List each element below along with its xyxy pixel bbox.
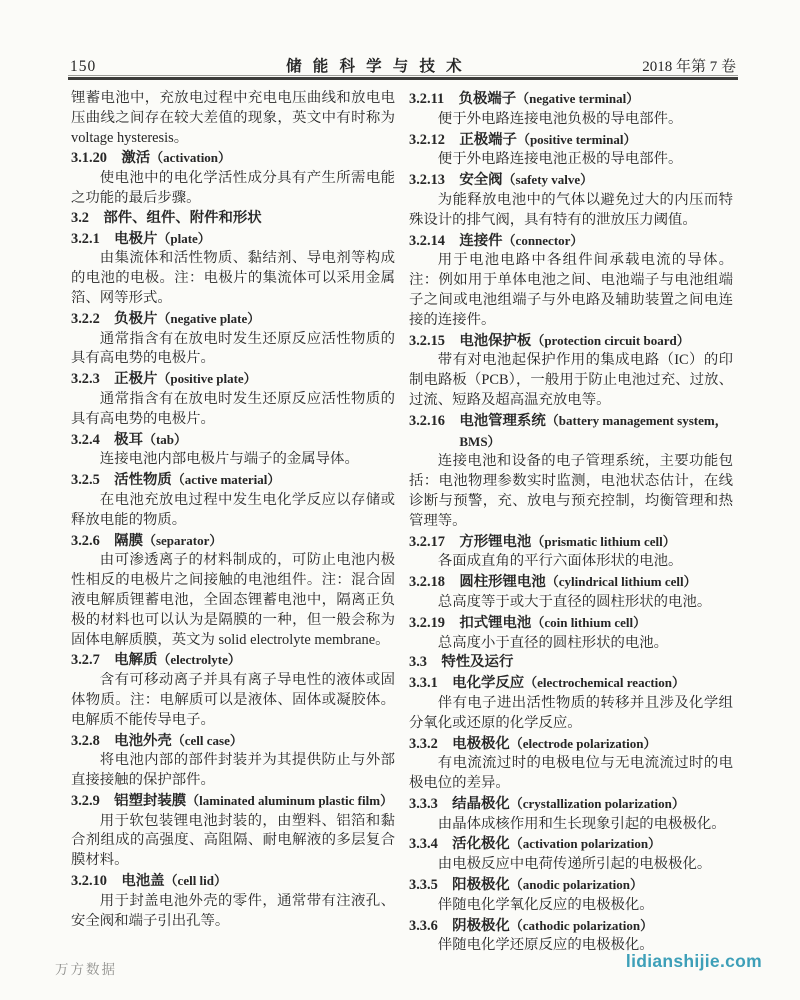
term-english: （prismatic lithium cell） (531, 533, 676, 549)
term-label: 3.2.18 圆柱形锂电池 (409, 574, 546, 591)
term-heading (409, 170, 733, 191)
term-english: （separator） (142, 532, 223, 548)
term-english: （tab） (142, 431, 188, 447)
journal-title: 储能科学与技术 (286, 58, 473, 75)
term-label: 3.2.11 负极端子 (409, 91, 517, 107)
definition-text: 由可渗透离子的材料制成的，可防止电池内极性相反的电极片之间接触的电池组件。注：混合固液电解质锂蓄电池，全固态锂蓄电池中，隔离正负极的材料也可以认为是隔膜的一种，但一般会称为固体电解质膜，英文为 solid electrolyte membrane。 (71, 552, 395, 648)
term-label: 3.2 部件、组件、附件和形状 (71, 209, 262, 226)
definition-text: 伴随电化学还原反应的电极极化。 (437, 937, 654, 954)
term-english: （crystallization polarization） (509, 795, 685, 811)
term-english: （electrolyte） (157, 652, 241, 668)
term-label: 3.3.1 电化学反应 (409, 675, 525, 692)
term-label: 3.2.8 电池外壳 (71, 732, 172, 749)
definition-text: 将电池内部的部件封装并为其提供防止与外部直接接触的保护部件。 (71, 752, 395, 789)
page-number: 150 (70, 58, 97, 75)
definition-text: 有电流流过时的电极电位与无电流流过时的电极电位的差异。 (409, 755, 733, 792)
term-heading (71, 871, 395, 892)
issue-info: 2018 年第 7 卷 (642, 59, 736, 75)
definition-text: 通常指含有在放电时发生还原反应活性物质的具有高电势的电极片。 (71, 330, 395, 367)
term-heading (409, 875, 733, 896)
term-english: （safety valve） (502, 172, 594, 188)
term-english: （cell lid） (164, 873, 228, 889)
definition-text: 在电池充放电过程中发生电化学反应以存储或释放电能的物质。 (71, 491, 395, 528)
term-heading (71, 650, 395, 671)
term-heading (409, 331, 733, 352)
term-english: （battery management system，BMS） (459, 412, 728, 449)
term-label: 3.2.6 隔膜 (71, 532, 143, 549)
term-heading (409, 653, 733, 673)
term-heading (409, 89, 733, 110)
term-label: 3.3.6 阴极极化 (409, 917, 510, 934)
term-label: 3.2.9 铝塑封装膜 (71, 792, 187, 809)
definition-text: 由晶体成核作用和生长现象引起的电极极化。 (437, 815, 726, 832)
term-english: （activation polarization） (509, 836, 662, 852)
term-heading (71, 148, 395, 169)
definition-text: 锂蓄电池中，充放电过程中充电电压曲线和放电电压曲线之间存在较大差值的现象，英文中有时称为 voltage hysteresis。 (71, 90, 395, 146)
term-heading (71, 731, 395, 752)
term-label: 3.2.10 电池盖 (71, 873, 165, 890)
term-english: （cell case） (171, 732, 243, 748)
term-heading (71, 209, 395, 229)
definition-text: 由集流体和活性物质、黏结剂、导电剂等构成的电池的电极。注：电极片的集流体可以采用金属箔、网等形式。 (71, 250, 395, 306)
page-header (70, 54, 736, 76)
term-heading (409, 532, 733, 553)
term-heading (409, 673, 733, 694)
term-heading (71, 309, 395, 330)
term-english: （electrode polarization） (509, 735, 657, 751)
definition-text: 用于封盖电池外壳的零件，通常带有注液孔、安全阀和端子引出孔等。 (71, 892, 395, 929)
term-heading (409, 613, 733, 634)
term-heading (409, 916, 733, 937)
term-label: 3.2.1 电极片 (71, 230, 158, 247)
term-heading (71, 369, 395, 390)
definition-text: 通常指含有在放电时发生还原反应活性物质的具有高电势的电极片。 (71, 390, 395, 427)
term-label: 3.1.20 激活 (71, 150, 151, 167)
term-heading (71, 791, 395, 812)
header-rule (68, 75, 738, 80)
term-english: （negative terminal） (516, 91, 640, 106)
term-label: 3.2.16 电池管理系统 (409, 412, 546, 429)
wanfang-watermark: 万方数据 (55, 962, 117, 977)
term-label: 3.2.15 电池保护板 (409, 332, 532, 349)
definition-text: 带有对电池起保护作用的集成电路（IC）的印制电路板（PCB），一般用于防止电池过充、过放、过流、短路及超高温充放电等。 (409, 352, 733, 408)
term-english: （protection circuit board） (531, 332, 690, 348)
term-heading (409, 734, 733, 755)
term-label: 3.2.5 活性物质 (71, 472, 172, 489)
term-label: 3.3.2 电极极化 (409, 735, 510, 752)
term-heading (409, 572, 733, 593)
definition-text: 总高度等于或大于直径的圆柱形状的电池。 (437, 593, 712, 610)
term-heading (409, 411, 733, 453)
definition-text: 含有可移动离子并具有离子导电性的液体或固体物质。注：电解质可以是液体、固体或凝胶体。电解质不能传导电子。 (71, 672, 395, 728)
term-english: （connector） (502, 232, 584, 248)
term-label: 3.2.13 安全阀 (409, 172, 503, 189)
term-english: （electrochemical reaction） (524, 675, 686, 691)
definition-text: 总高度小于直径的圆柱形状的电池。 (437, 634, 669, 651)
article-body (71, 89, 733, 956)
term-english: （laminated aluminum plastic film） (186, 792, 394, 808)
term-heading (71, 430, 395, 451)
term-english: （positive terminal） (516, 131, 637, 147)
term-label: 3.2.19 扣式锂电池 (409, 614, 532, 631)
term-heading (409, 834, 733, 855)
term-english: （activation） (150, 150, 232, 166)
term-label: 3.2.17 方形锂电池 (409, 533, 532, 550)
term-label: 3.2.12 正极端子 (409, 131, 517, 148)
term-label: 3.2.7 电解质 (71, 652, 158, 669)
definition-text: 为能释放电池中的气体以避免过大的内压而特殊设计的排气阀，具有特有的泄放压力阈值。 (409, 191, 733, 228)
term-heading (71, 531, 395, 552)
definition-text: 伴有电子进出活性物质的转移并且涉及化学组分氧化或还原的化学反应。 (409, 694, 733, 731)
term-english: （coin lithium cell） (531, 614, 647, 630)
definition-text: 便于外电路连接电池负极的导电部件。 (437, 110, 683, 127)
term-label: 3.3.3 结晶极化 (409, 795, 510, 812)
definition-text: 由电极反应中电荷传递所引起的电极极化。 (437, 856, 712, 873)
term-english: （positive plate） (157, 371, 257, 387)
term-heading (409, 794, 733, 815)
term-english: （plate） (157, 230, 211, 246)
term-label: 3.2.14 连接件 (409, 232, 503, 249)
term-label: 3.3.4 活化极化 (409, 836, 510, 853)
term-english: （negative plate） (157, 310, 261, 326)
term-english: （cylindrical lithium cell） (545, 574, 697, 590)
term-heading (71, 470, 395, 491)
term-label: 3.2.2 负极片 (71, 310, 158, 327)
definition-text: 用于软包装锂电池封装的，由塑料、铝箔和黏合剂组成的高强度、高阻隔、耐电解液的多层复合膜材料。 (71, 812, 395, 869)
term-heading (71, 229, 395, 250)
definition-text: 用于电池电路中各组件间承载电流的导体。注：例如用于单体电池之间、电池端子与电池组端子之间或电池组端子与外电路及辅助装置之间电连接的连接件。 (409, 252, 733, 328)
term-english: （cathodic polarization） (509, 917, 654, 933)
term-heading (409, 130, 733, 151)
term-label: 3.2.3 正极片 (71, 371, 158, 388)
website-text: lidianshijie.com (625, 951, 762, 971)
term-heading (409, 231, 733, 252)
term-label: 3.3 特性及运行 (409, 654, 514, 671)
definition-text: 便于外电路连接电池正极的导电部件。 (437, 151, 683, 168)
definition-text: 伴随电化学氧化反应的电极极化。 (437, 896, 654, 913)
definition-text: 使电池中的电化学活性成分具有产生所需电能之功能的最后步骤。 (71, 170, 395, 206)
term-label: 3.3.5 阳极极化 (409, 877, 510, 894)
right-column (409, 89, 733, 956)
definition-text: 连接电池内部电极片与端子的金属导体。 (99, 451, 359, 468)
term-english: （anodic polarization） (509, 877, 644, 893)
term-english: （active material） (171, 472, 281, 488)
term-label: 3.2.4 极耳 (71, 431, 143, 448)
definition-text: 连接电池和设备的电子管理系统，主要功能包括：电池物理参数实时监测，电池状态估计，在线诊断与预警，充、放电与预充控制，均衡管理和热管理等。 (409, 453, 733, 529)
definition-text: 各面成直角的平行六面体形状的电池。 (437, 553, 683, 570)
left-column (71, 89, 395, 956)
